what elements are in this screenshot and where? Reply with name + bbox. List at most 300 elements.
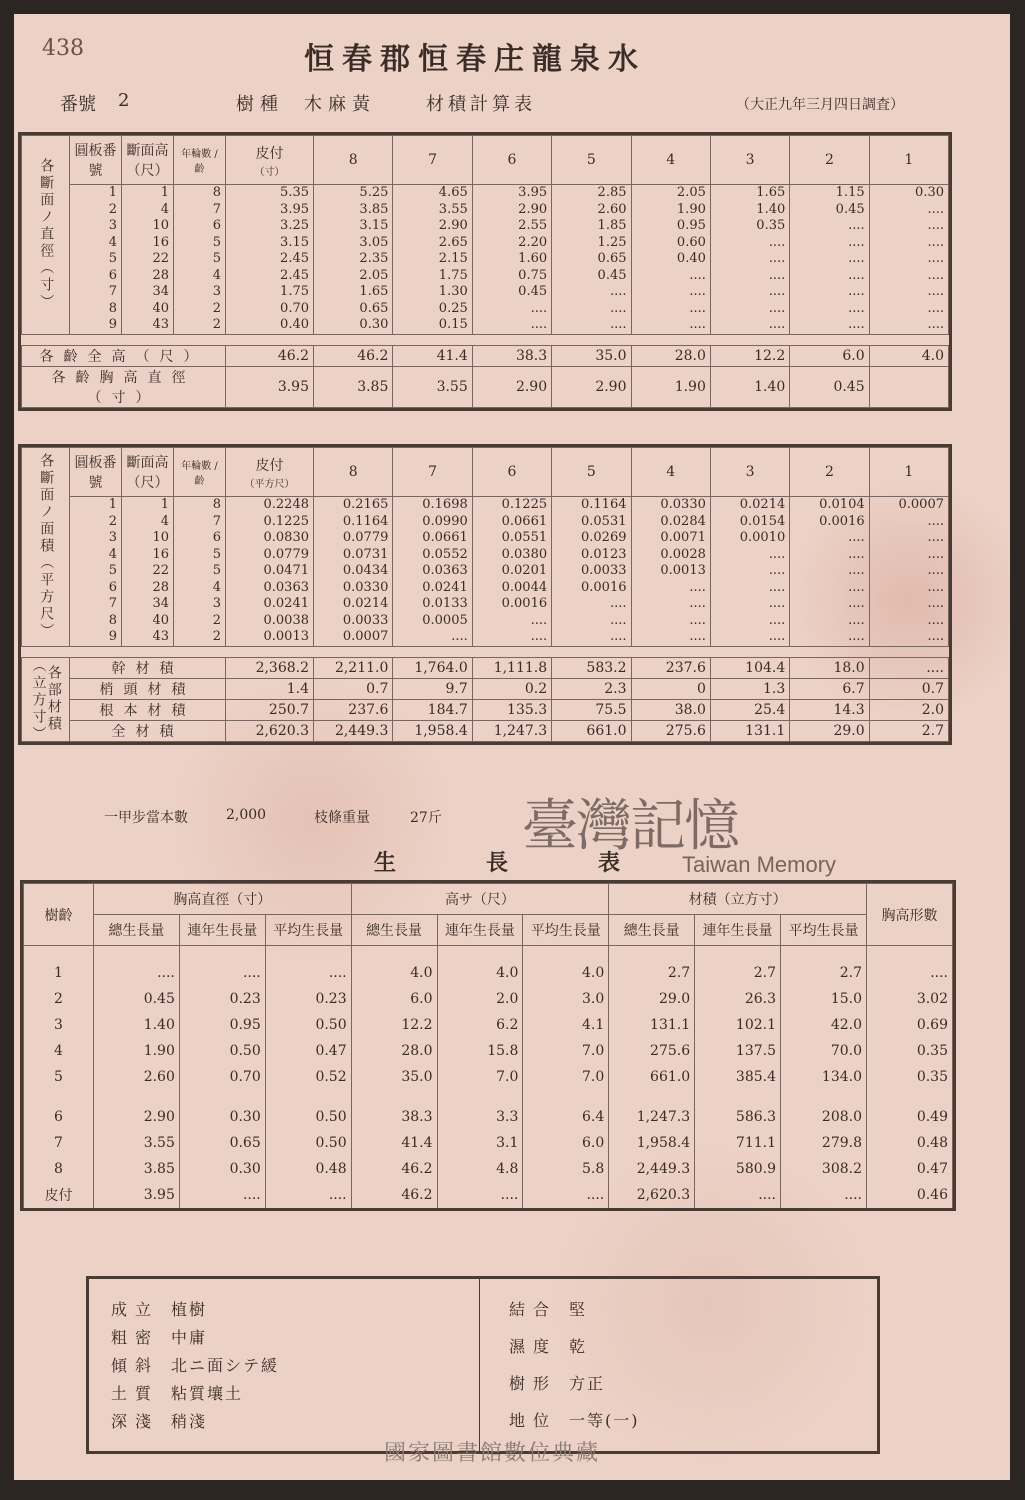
cell: 7 (70, 284, 122, 301)
cell: 0.70 (226, 301, 314, 318)
total-value: 1,247.3 (472, 720, 551, 741)
cell: 0.40 (226, 317, 314, 334)
disk-header: 圓板番號 (70, 448, 122, 497)
cell: 0.0007 (869, 497, 948, 514)
age-cell: 1 (24, 960, 94, 986)
cell: .... (552, 629, 631, 646)
rings-header: 年輪數 / 齡 (174, 448, 226, 497)
cell: .... (869, 284, 948, 301)
cell: .... (790, 317, 869, 334)
cell: 0.1164 (314, 514, 393, 531)
growth-title: 生長表 (374, 850, 711, 876)
cell: 0.45 (552, 268, 631, 285)
cell: .... (790, 563, 869, 580)
cell: 3.55 (393, 202, 472, 219)
spacer-cell (179, 946, 265, 961)
cell: .... (710, 547, 789, 564)
cell: .... (631, 268, 710, 285)
cell: 10 (122, 218, 174, 235)
cell: 22 (122, 563, 174, 580)
condition-row (509, 1371, 640, 1398)
height-group: 高サ（尺） (351, 884, 609, 915)
cell: 2.55 (472, 218, 551, 235)
growth-cell: 275.6 (609, 1038, 695, 1064)
table-row (22, 596, 949, 613)
side-label-text: 各斷面ノ直徑（寸） (38, 158, 55, 312)
cell: 6 (174, 218, 226, 235)
cell: 0.0033 (552, 563, 631, 580)
cell: 3 (174, 284, 226, 301)
cell: 0.0661 (393, 530, 472, 547)
growth-cell: 308.2 (781, 1156, 867, 1182)
growth-cell: 0.50 (265, 1090, 351, 1130)
cell: .... (869, 547, 948, 564)
cell: 1.25 (552, 235, 631, 252)
cell: .... (710, 613, 789, 630)
growth-cell: 279.8 (781, 1130, 867, 1156)
age-col-7: 7 (393, 136, 472, 185)
age-cell: 5 (24, 1064, 94, 1090)
cell: .... (710, 317, 789, 334)
growth-cell: .... (437, 1182, 523, 1208)
cell: 1.65 (314, 284, 393, 301)
growth-cell: 0.30 (179, 1156, 265, 1182)
cell: 5.25 (314, 185, 393, 202)
cell: 2.05 (631, 185, 710, 202)
volume-value: 2,368.2 (226, 657, 314, 678)
volume-side-text: 各部材積（立方寸） (30, 657, 62, 743)
conditions-divider (479, 1279, 480, 1451)
trees-label: 一甲步當本數 (104, 810, 188, 826)
age-cell: 2 (24, 986, 94, 1012)
volume-label: 根本材積 (70, 699, 226, 720)
cell: .... (790, 268, 869, 285)
summary-value: 2.90 (552, 366, 631, 407)
spacer-cell (781, 946, 867, 961)
cell: 0.0363 (226, 580, 314, 597)
cell: .... (631, 301, 710, 318)
volume-value: 583.2 (552, 657, 631, 678)
growth-cell: 661.0 (609, 1064, 695, 1090)
volume-label: 梢頭材積 (70, 678, 226, 699)
growth-cell: 711.1 (695, 1130, 781, 1156)
cell: 1 (122, 497, 174, 514)
volume-value: 2.3 (552, 678, 631, 699)
cell: 0.0830 (226, 530, 314, 547)
cell: .... (790, 284, 869, 301)
growth-cell: 102.1 (695, 1012, 781, 1038)
cell: 2 (70, 514, 122, 531)
age-corner: 齡 (194, 164, 205, 175)
growth-cell: 131.1 (609, 1012, 695, 1038)
side-label (22, 448, 70, 647)
summary-value: 12.2 (710, 345, 789, 366)
summary-value: 35.0 (552, 345, 631, 366)
sub-header: 總生長量 (351, 915, 437, 946)
cell: 0.0010 (710, 530, 789, 547)
growth-row (24, 1038, 953, 1064)
sub-header: 連年生長量 (695, 915, 781, 946)
cell: 0.0201 (472, 563, 551, 580)
cell: 1.30 (393, 284, 472, 301)
cell: 28 (122, 580, 174, 597)
table-row (22, 185, 949, 202)
cell: 2.20 (472, 235, 551, 252)
cell: 16 (122, 547, 174, 564)
cell: 2 (174, 317, 226, 334)
age-col-5: 5 (552, 136, 631, 185)
growth-group-header (24, 884, 953, 915)
cell: 1.75 (226, 284, 314, 301)
volume-value: 25.4 (710, 699, 789, 720)
growth-cell: 70.0 (781, 1038, 867, 1064)
growth-cell: .... (179, 960, 265, 986)
cell: 16 (122, 235, 174, 252)
rings-text: 年輪數 (181, 149, 212, 160)
age-col-1: 1 (869, 448, 948, 497)
cell: 0.0330 (314, 580, 393, 597)
cell: 0.0363 (393, 563, 472, 580)
condition-row (509, 1297, 640, 1324)
sub-header: 平均生長量 (265, 915, 351, 946)
cell: 0.0214 (314, 596, 393, 613)
growth-cell: 0.45 (94, 986, 180, 1012)
cell: .... (869, 629, 948, 646)
cell: 2 (174, 301, 226, 318)
total-label: 全材積 (70, 720, 226, 741)
cell: 0.0013 (631, 563, 710, 580)
cell: .... (869, 530, 948, 547)
cell: 2.35 (314, 251, 393, 268)
growth-cell: 0.65 (179, 1130, 265, 1156)
number-value: 2 (118, 90, 130, 111)
volume-value: 184.7 (393, 699, 472, 720)
cell: 1 (70, 497, 122, 514)
cell: 4 (174, 268, 226, 285)
cell: 3.15 (314, 218, 393, 235)
condition-key: 傾斜 (111, 1356, 160, 1375)
rings-text: 年輪數 (181, 461, 212, 472)
cell: 6 (70, 268, 122, 285)
cell: 8 (174, 185, 226, 202)
growth-cell: 0.23 (179, 986, 265, 1012)
age-col-4: 4 (631, 136, 710, 185)
cell: 0.15 (393, 317, 472, 334)
summary-value: 6.0 (790, 345, 869, 366)
cell: 3.15 (226, 235, 314, 252)
volume-value: 14.3 (790, 699, 869, 720)
summary-value: 0.45 (790, 366, 869, 407)
growth-row (24, 1130, 953, 1156)
document-page (14, 14, 1010, 1480)
table-row (22, 218, 949, 235)
table-row (22, 563, 949, 580)
cell: 0.0380 (472, 547, 551, 564)
height-header: 斷面高（尺） (122, 448, 174, 497)
growth-cell: 6.0 (351, 986, 437, 1012)
cell: 1.40 (710, 202, 789, 219)
summary-value: 3.95 (226, 366, 314, 407)
growth-cell: 580.9 (695, 1156, 781, 1182)
age-cell: 7 (24, 1130, 94, 1156)
growth-cell: 208.0 (781, 1090, 867, 1130)
cell: 43 (122, 317, 174, 334)
cell: 0.0214 (710, 497, 789, 514)
cell: .... (710, 268, 789, 285)
cell: 0.0434 (314, 563, 393, 580)
growth-cell: 15.8 (437, 1038, 523, 1064)
growth-cell: 5.8 (523, 1156, 609, 1182)
sub-header: 平均生長量 (781, 915, 867, 946)
conditions-right (509, 1297, 640, 1445)
species-label: 樹種 (236, 94, 284, 115)
age-col-1: 1 (869, 136, 948, 185)
age-col-2: 2 (790, 448, 869, 497)
page-number: 438 (42, 36, 84, 61)
growth-cell: 26.3 (695, 986, 781, 1012)
volume-value: 1,764.0 (393, 657, 472, 678)
growth-cell: 2.7 (609, 960, 695, 986)
bark-header (226, 136, 314, 185)
cell: 2.45 (226, 268, 314, 285)
growth-cell: 0.46 (867, 1182, 953, 1208)
cell: 34 (122, 284, 174, 301)
cell: .... (869, 613, 948, 630)
header-row (22, 136, 949, 185)
volume-value: 2.0 (869, 699, 948, 720)
condition-key: 深淺 (111, 1412, 160, 1431)
condition-key: 濕度 (509, 1337, 558, 1356)
cell: 4 (174, 580, 226, 597)
cell: .... (790, 301, 869, 318)
watermark-cn: 臺灣記憶 (522, 794, 738, 859)
cell: 0.30 (314, 317, 393, 334)
site-conditions (86, 1276, 880, 1454)
age-cell: 8 (24, 1156, 94, 1182)
cell: 0.0123 (552, 547, 631, 564)
cell: .... (710, 596, 789, 613)
spacer-cell (437, 946, 523, 961)
growth-cell: 2,449.3 (609, 1156, 695, 1182)
cell: .... (393, 629, 472, 646)
sub-header: 總生長量 (609, 915, 695, 946)
cell: 1.75 (393, 268, 472, 285)
cell: 0.0330 (631, 497, 710, 514)
cell: 8 (70, 301, 122, 318)
cell: 2.05 (314, 268, 393, 285)
cell: 0.0154 (710, 514, 789, 531)
sub-header: 連年生長量 (437, 915, 523, 946)
spacer-cell (695, 946, 781, 961)
cell: 0.75 (472, 268, 551, 285)
cell: 0.60 (631, 235, 710, 252)
cell: .... (631, 596, 710, 613)
summary-value: 1.90 (631, 366, 710, 407)
cell: 1.60 (472, 251, 551, 268)
cell: 0.25 (393, 301, 472, 318)
condition-row (509, 1408, 640, 1435)
summary-value: 46.2 (314, 345, 393, 366)
volume-value: 0.2 (472, 678, 551, 699)
age-col-7: 7 (393, 448, 472, 497)
growth-cell: .... (265, 1182, 351, 1208)
cell: 5 (174, 235, 226, 252)
cell: 0.0241 (226, 596, 314, 613)
condition-value: 方正 (569, 1374, 606, 1393)
summary-label: 各齡全高（尺） (22, 345, 226, 366)
age-col-5: 5 (552, 448, 631, 497)
side-label (22, 136, 70, 335)
spacer-cell (22, 334, 949, 345)
cell: .... (869, 301, 948, 318)
growth-cell: 35.0 (351, 1064, 437, 1090)
growth-cell: 7.0 (437, 1064, 523, 1090)
sub-header: 平均生長量 (523, 915, 609, 946)
cell: .... (472, 301, 551, 318)
growth-cell: 0.23 (265, 986, 351, 1012)
summary-row (22, 366, 949, 407)
growth-cell: 0.52 (265, 1064, 351, 1090)
cell: .... (869, 268, 948, 285)
cell: .... (710, 563, 789, 580)
growth-cell: 3.1 (437, 1130, 523, 1156)
cell: .... (631, 629, 710, 646)
growth-cell: 46.2 (351, 1156, 437, 1182)
summary-value: 46.2 (226, 345, 314, 366)
summary-value: 28.0 (631, 345, 710, 366)
growth-cell: 0.50 (265, 1130, 351, 1156)
volume-value: 38.0 (631, 699, 710, 720)
age-col-2: 2 (790, 136, 869, 185)
condition-key: 粗密 (111, 1328, 160, 1347)
table-name: 材積計算表 (426, 94, 536, 115)
cell: .... (552, 284, 631, 301)
cell: 5.35 (226, 185, 314, 202)
cell: .... (869, 563, 948, 580)
cell: 0.0551 (472, 530, 551, 547)
condition-row (111, 1353, 279, 1380)
cell: .... (790, 629, 869, 646)
growth-cell: 7.0 (523, 1064, 609, 1090)
cell: 0.0028 (631, 547, 710, 564)
age-cell: 6 (24, 1090, 94, 1130)
growth-cell: 4.0 (351, 960, 437, 986)
cell: 3.85 (314, 202, 393, 219)
spacer-cell (523, 946, 609, 961)
summary-value: 3.55 (393, 366, 472, 407)
age-cell: 3 (24, 1012, 94, 1038)
cell: 0.0990 (393, 514, 472, 531)
table-row (22, 268, 949, 285)
volume-value: 237.6 (314, 699, 393, 720)
cell: 1.15 (790, 185, 869, 202)
growth-cell: 137.5 (695, 1038, 781, 1064)
cell: .... (552, 301, 631, 318)
volume-value: 6.7 (790, 678, 869, 699)
cell: 0.0033 (314, 613, 393, 630)
table-row (22, 497, 949, 514)
cell: .... (869, 596, 948, 613)
cell: 3.25 (226, 218, 314, 235)
cell: 0.30 (869, 185, 948, 202)
spacer-cell (351, 946, 437, 961)
cell: 0.0007 (314, 629, 393, 646)
cell: 10 (122, 530, 174, 547)
age-col-6: 6 (472, 448, 551, 497)
growth-row (24, 1064, 953, 1090)
cell: 0.0071 (631, 530, 710, 547)
cell: .... (790, 613, 869, 630)
growth-cell: 1,958.4 (609, 1130, 695, 1156)
growth-cell: 29.0 (609, 986, 695, 1012)
cell: 2.45 (226, 251, 314, 268)
spacer-cell (609, 946, 695, 961)
cell: 4 (122, 202, 174, 219)
bark-header (226, 448, 314, 497)
diameter-table (18, 132, 952, 411)
growth-row (24, 1156, 953, 1182)
growth-cell: 7.0 (523, 1038, 609, 1064)
cell: 6 (174, 530, 226, 547)
growth-cell: 0.50 (265, 1012, 351, 1038)
growth-cell: 38.3 (351, 1090, 437, 1130)
spacer-row (22, 646, 949, 657)
cell: 9 (70, 317, 122, 334)
volume-value: 250.7 (226, 699, 314, 720)
sub-header: 總生長量 (94, 915, 180, 946)
growth-cell: 28.0 (351, 1038, 437, 1064)
taiwan-memory-watermark (522, 782, 836, 878)
condition-key: 土質 (111, 1384, 160, 1403)
cell: 0.0661 (472, 514, 551, 531)
age-col-8: 8 (314, 448, 393, 497)
cell: 7 (70, 596, 122, 613)
growth-cell: 2.7 (781, 960, 867, 986)
total-value: 131.1 (710, 720, 789, 741)
cell: 0.1225 (226, 514, 314, 531)
growth-cell: 2.90 (94, 1090, 180, 1130)
volume-value: 0.7 (869, 678, 948, 699)
form-factor-header: 胸高形數 (867, 884, 953, 946)
cell: 0.0471 (226, 563, 314, 580)
cell: 9 (70, 629, 122, 646)
cell: 2.85 (552, 185, 631, 202)
growth-cell: 46.2 (351, 1182, 437, 1208)
cell: 0.95 (631, 218, 710, 235)
cell: 0.0016 (790, 514, 869, 531)
growth-cell: 0.70 (179, 1064, 265, 1090)
total-value: 2,620.3 (226, 720, 314, 741)
cell: 1 (70, 185, 122, 202)
growth-cell: 42.0 (781, 1012, 867, 1038)
summary-value: 41.4 (393, 345, 472, 366)
cell: 0.45 (790, 202, 869, 219)
cell: .... (869, 251, 948, 268)
conditions-left (111, 1297, 279, 1437)
growth-cell: 4.0 (437, 960, 523, 986)
height-header: 斷面高（尺） (122, 136, 174, 185)
summary-value: 1.40 (710, 366, 789, 407)
growth-row (24, 1090, 953, 1130)
growth-cell: .... (179, 1182, 265, 1208)
growth-cell: 2.60 (94, 1064, 180, 1090)
age-header: 樹齡 (24, 884, 94, 946)
growth-row (24, 960, 953, 986)
cell: 8 (70, 613, 122, 630)
cell: 0.0016 (472, 596, 551, 613)
growth-row (24, 1182, 953, 1208)
cell: 1.65 (710, 185, 789, 202)
